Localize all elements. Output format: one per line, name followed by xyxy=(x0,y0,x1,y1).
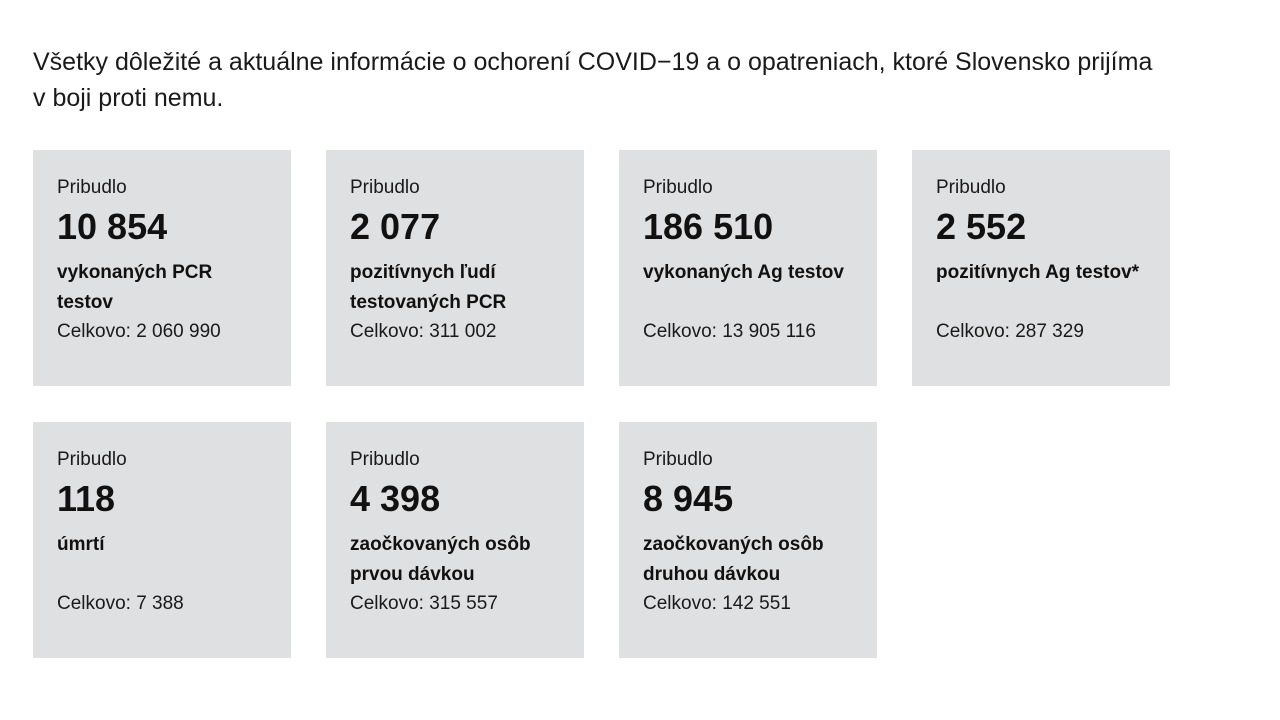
stat-description: pozitívnych ľudí testovaných PCR xyxy=(350,262,507,313)
stat-label: Pribudlo xyxy=(57,177,127,198)
stat-total: Celkovo: 142 551 xyxy=(643,593,791,614)
stat-value: 8 945 xyxy=(643,478,734,519)
stat-card-pcr-positive xyxy=(326,150,584,386)
stats-grid xyxy=(33,150,1170,658)
stat-label: Pribudlo xyxy=(57,449,127,470)
stat-total: Celkovo: 7 388 xyxy=(57,593,184,614)
stat-label: Pribudlo xyxy=(350,177,420,198)
stat-description: vykonaných Ag testov xyxy=(643,262,844,283)
stat-value: 10 854 xyxy=(57,206,168,247)
stat-value: 2 552 xyxy=(936,206,1027,247)
stat-card-vaccinated-first-dose xyxy=(326,422,584,658)
stat-card-vaccinated-second-dose xyxy=(619,422,877,658)
stat-card-pcr-tests xyxy=(33,150,291,386)
stat-value: 4 398 xyxy=(350,478,441,519)
stat-card-ag-tests xyxy=(619,150,877,386)
stat-description: vykonaných PCR testov xyxy=(57,262,213,313)
stat-label: Pribudlo xyxy=(350,449,420,470)
stat-label: Pribudlo xyxy=(936,177,1006,198)
stat-value: 186 510 xyxy=(643,206,774,247)
stat-card-deaths xyxy=(33,422,291,658)
stat-description: zaočkovaných osôb druhou dávkou xyxy=(643,534,824,585)
stat-label: Pribudlo xyxy=(643,449,713,470)
stat-value: 2 077 xyxy=(350,206,441,247)
stat-total: Celkovo: 315 557 xyxy=(350,593,498,614)
stat-label: Pribudlo xyxy=(643,177,713,198)
stat-total: Celkovo: 287 329 xyxy=(936,321,1084,342)
intro-text: Všetky dôležité a aktuálne informácie o ochorení COVID−19 a o opatreniach, ktoré Slovensko prijíma v boji proti nemu. xyxy=(33,48,1153,112)
stat-description: pozitívnych Ag testov* xyxy=(936,262,1140,283)
stat-value: 118 xyxy=(57,478,116,519)
stat-description: úmrtí xyxy=(57,534,105,555)
stat-description: zaočkovaných osôb prvou dávkou xyxy=(350,534,531,585)
stat-total: Celkovo: 311 002 xyxy=(350,321,497,342)
stat-total: Celkovo: 13 905 116 xyxy=(643,321,816,342)
stat-total: Celkovo: 2 060 990 xyxy=(57,321,221,342)
stat-card-ag-positive xyxy=(912,150,1170,386)
